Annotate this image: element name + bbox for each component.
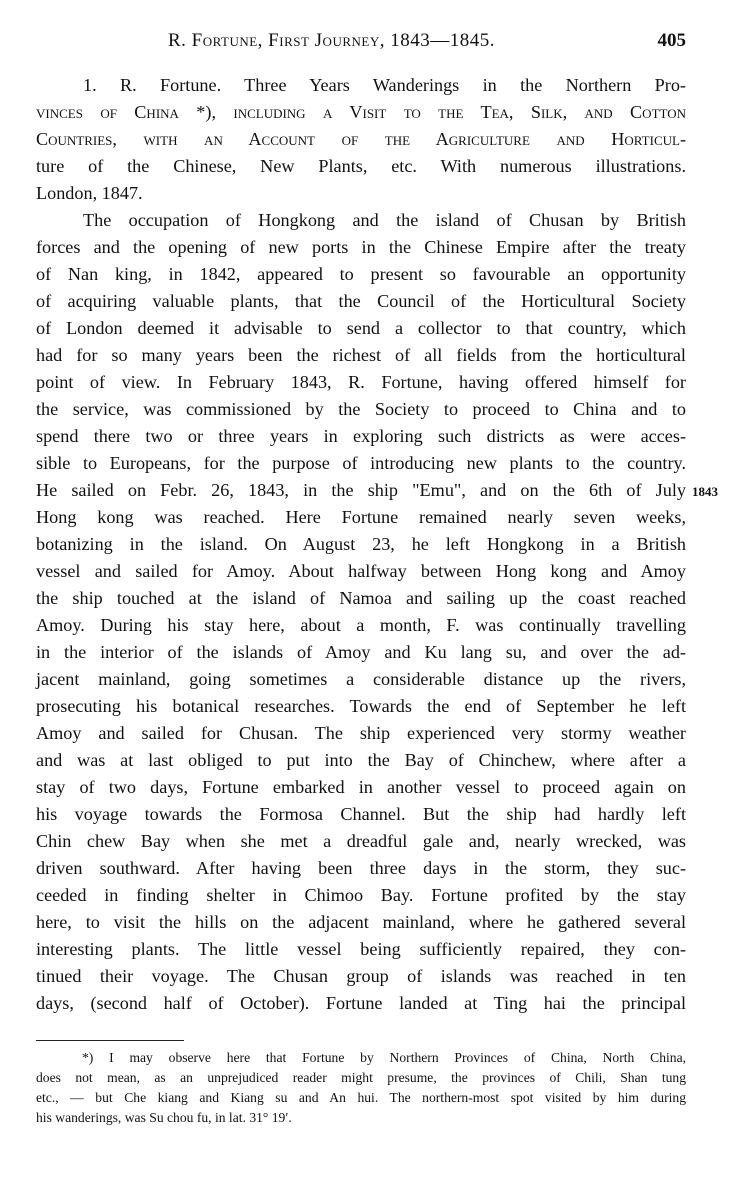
footnote-line: *) I may observe here that Fortune by Northern Provinces of China, North China, [82,1050,686,1065]
body-line: in the interior of the islands of Amoy and Ku lang su, and over the ad- [36,642,686,662]
entry-line: Countries, with an Account of the Agriculture and Horticul- [36,129,686,149]
running-title: R. Fortune, First Journey, 1843—1845. [168,30,495,51]
body-line: Hong kong was reached. Here Fortune remained nearly seven weeks, [36,507,686,527]
body-line: spend there two or three years in exploring such districts as were acces- [36,426,686,446]
entry-line: vinces of China *), including a Visit to the Tea, Silk, and Cotton [36,102,686,122]
main-text [36,72,686,1017]
body-line: interesting plants. The little vessel being sufficiently repaired, they con- [36,939,686,959]
body-line: sible to Europeans, for the purpose of introducing new plants to the country. [36,453,686,473]
body-line: prosecuting his botanical researches. Towards the end of September he left [36,696,686,716]
running-head [36,30,686,58]
body-line: forces and the opening of new ports in the Chinese Empire after the treaty [36,237,686,257]
footnote-line: his wanderings, was Su chou fu, in lat. 31° 19′. [36,1110,292,1125]
body-line: of acquiring valuable plants, that the Council of the Horticultural Society [36,291,686,311]
body-line: Amoy. During his stay here, about a month, F. was continually travelling [36,615,686,635]
body-line: Amoy and sailed for Chusan. The ship experienced very stormy weather [36,723,686,743]
footnote-divider [36,1040,184,1041]
footnote [36,1048,686,1128]
body-line: here, to visit the hills on the adjacent mainland, where he gathered several [36,912,686,932]
body-line: ceeded in finding shelter in Chimoo Bay. Fortune profited by the stay [36,885,686,905]
body-line: Chin chew Bay when she met a dreadful gale and, nearly wrecked, was [36,831,686,851]
entry-line: ture of the Chinese, New Plants, etc. With numerous illustrations. [36,156,686,176]
entry-line: 1. R. Fortune. Three Years Wanderings in the Northern Pro- [83,75,686,95]
body-line: stay of two days, Fortune embarked in another vessel to proceed again on [36,777,686,797]
body-line: driven southward. After having been three days in the storm, they suc- [36,858,686,878]
body-line: days, (second half of October). Fortune landed at Ting hai the principal [36,993,686,1013]
body-line: the service, was commissioned by the Society to proceed to China and to [36,399,686,419]
body-line: the ship touched at the island of Namoa and sailing up the coast reached [36,588,686,608]
body-line: and was at last obliged to put into the Bay of Chinchew, where after a [36,750,686,770]
footnote-line: does not mean, as an unprejudiced reader might presume, the provinces of Chili, Shan tung [36,1070,686,1085]
page-number: 405 [657,30,686,51]
body-line: point of view. In February 1843, R. Fortune, having offered himself for [36,372,686,392]
body-line: of London deemed it advisable to send a collector to that country, which [36,318,686,338]
body-line: tinued their voyage. The Chusan group of islands was reached in ten [36,966,686,986]
body-line: of Nan king, in 1842, appeared to present so favourable an opportunity [36,264,686,284]
margin-year-note: 1843 [692,484,718,499]
entry-line: London, 1847. [36,183,143,203]
body-line: jacent mainland, going sometimes a considerable distance up the rivers, [36,669,686,689]
footnote-line: etc., — but Che kiang and Kiang su and An hui. The northern-most spot visited by him during [36,1090,686,1105]
body-line: botanizing in the island. On August 23, he left Hongkong in a British [36,534,686,554]
body-line: The occupation of Hongkong and the island of Chusan by British [83,210,686,230]
body-line: vessel and sailed for Amoy. About halfway between Hong kong and Amoy [36,561,686,581]
body-line: had for so many years been the richest of all fields from the horticultural [36,345,686,365]
body-line: his voyage towards the Formosa Channel. But the ship had hardly left [36,804,686,824]
body-line: He sailed on Febr. 26, 1843, in the ship "Emu", and on the 6th of July [36,480,686,500]
